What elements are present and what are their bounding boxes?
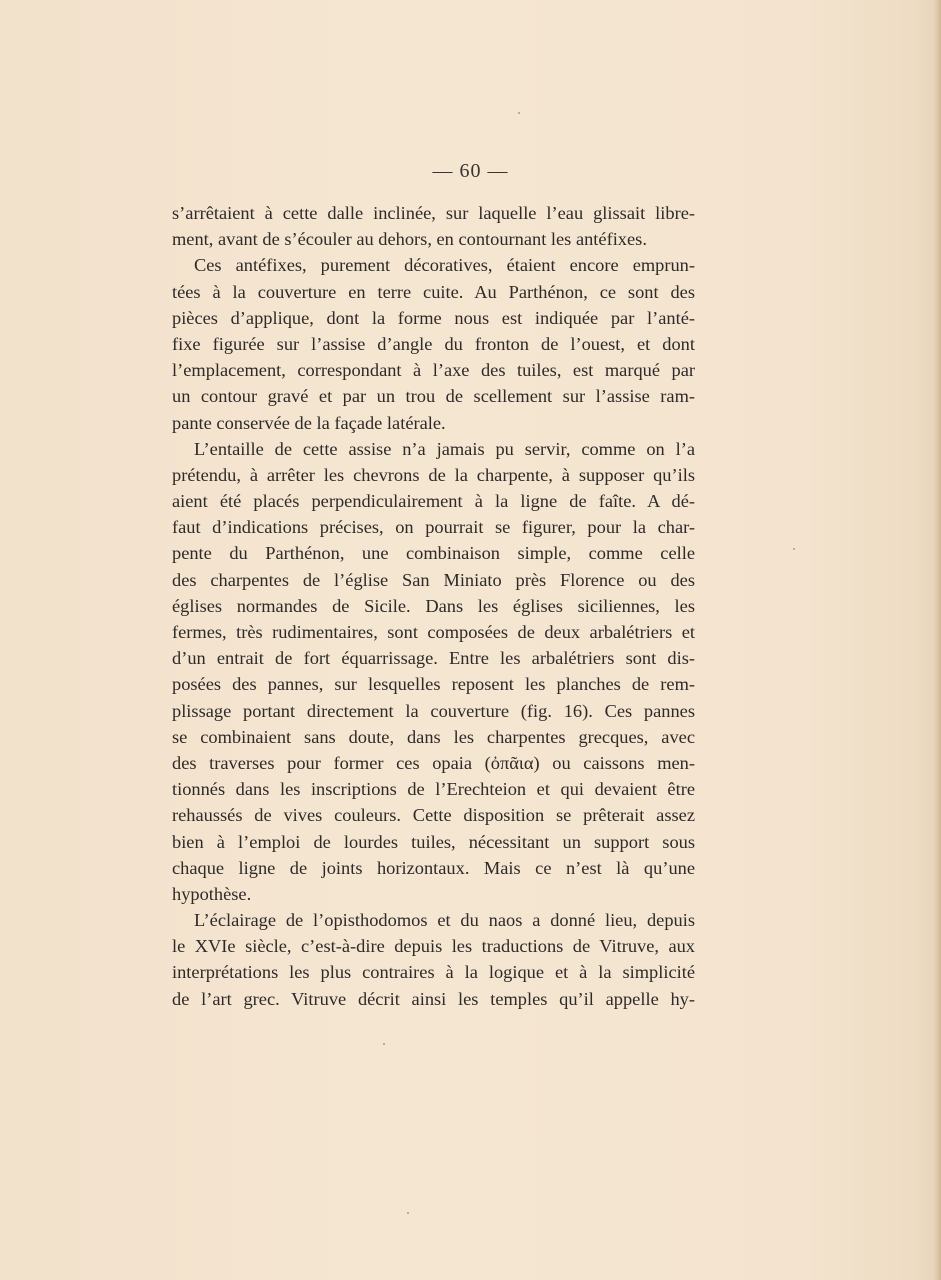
- text-line: L’entaille de cette assise n’a jamais pu servir, comme on l’a: [194, 438, 695, 459]
- text-line: d’un entrait de fort équarrissage. Entre les arbalétriers sont dis-: [172, 648, 695, 669]
- text-line: pante conservée de la façade latérale.: [172, 412, 446, 433]
- text-line: s’arrêtaient à cette dalle inclinée, sur laquelle l’eau glissait libre-: [172, 203, 695, 223]
- text-line: bien à l’emploi de lourdes tuiles, nécessitant un support sous: [172, 831, 695, 852]
- paper-speck: [407, 1212, 409, 1214]
- text-line: interprétations les plus contraires à la logique et à la simplicité: [172, 962, 695, 983]
- text-line: fermes, très rudimentaires, sont composées de deux arbalétriers et: [172, 622, 695, 642]
- page-number: — 60 —: [432, 160, 509, 182]
- text-line: pente du Parthénon, une combinaison simple, comme celle: [172, 543, 695, 564]
- page-edge: [933, 0, 941, 1280]
- text-line: L’éclairage de l’opisthodomos et du naos a donné lieu, depuis: [194, 910, 695, 931]
- text-line: Ces antéfixes, purement décoratives, étaient encore emprun-: [194, 255, 695, 276]
- text-line: le XVIe siècle, c’est-à-dire depuis les traductions de Vitruve, aux: [172, 936, 695, 957]
- text-line: faut d’indications précises, on pourrait se figurer, pour la char-: [172, 517, 695, 538]
- text-line: ment, avant de s’écouler au dehors, en contournant les antéfixes.: [172, 229, 647, 250]
- paper-speck: [383, 1043, 385, 1045]
- text-line: hypothèse.: [172, 883, 252, 904]
- text-line: se combinaient sans doute, dans les charpentes grecques, avec: [172, 726, 695, 747]
- text-line: posées des pannes, sur lesquelles reposent les planches de rem-: [172, 674, 695, 695]
- text-line: églises normandes de Sicile. Dans les églises siciliennes, les: [172, 595, 695, 616]
- text-line: rehaussés de vives couleurs. Cette disposition se prêterait assez: [172, 805, 695, 826]
- text-line: chaque ligne de joints horizontaux. Mais ce n’est là qu’une: [172, 857, 695, 878]
- paper-speck: [518, 112, 520, 114]
- text-line: de l’art grec. Vitruve décrit ainsi les temples qu’il appelle hy-: [172, 988, 695, 1009]
- text-line: des traverses pour former ces opaia (ὀπᾶια) ou caissons men-: [172, 752, 695, 773]
- text-line: des charpentes de l’église San Miniato près Florence ou des: [172, 569, 695, 590]
- text-line: tionnés dans les inscriptions de l’Erechteion et qui devaient être: [172, 779, 695, 800]
- text-line: un contour gravé et par un trou de scellement sur l’assise ram-: [172, 386, 695, 407]
- text-line: prétendu, à arrêter les chevrons de la charpente, à supposer qu’ils: [172, 464, 695, 485]
- text-line: l’emplacement, correspondant à l’axe des tuiles, est marqué par: [172, 360, 695, 381]
- text-line: aient été placés perpendiculairement à la ligne de faîte. A dé-: [172, 491, 695, 512]
- text-line: plissage portant directement la couverture (fig. 16). Ces pannes: [172, 700, 695, 721]
- text-line: fixe figurée sur l’assise d’angle du fronton de l’ouest, et dont: [172, 333, 695, 354]
- text-line: tées à la couverture en terre cuite. Au Parthénon, ce sont des: [172, 281, 695, 302]
- paper-speck: [793, 548, 795, 550]
- text-line: pièces d’applique, dont la forme nous est indiquée par l’anté-: [172, 307, 695, 328]
- body-text: [172, 200, 695, 1012]
